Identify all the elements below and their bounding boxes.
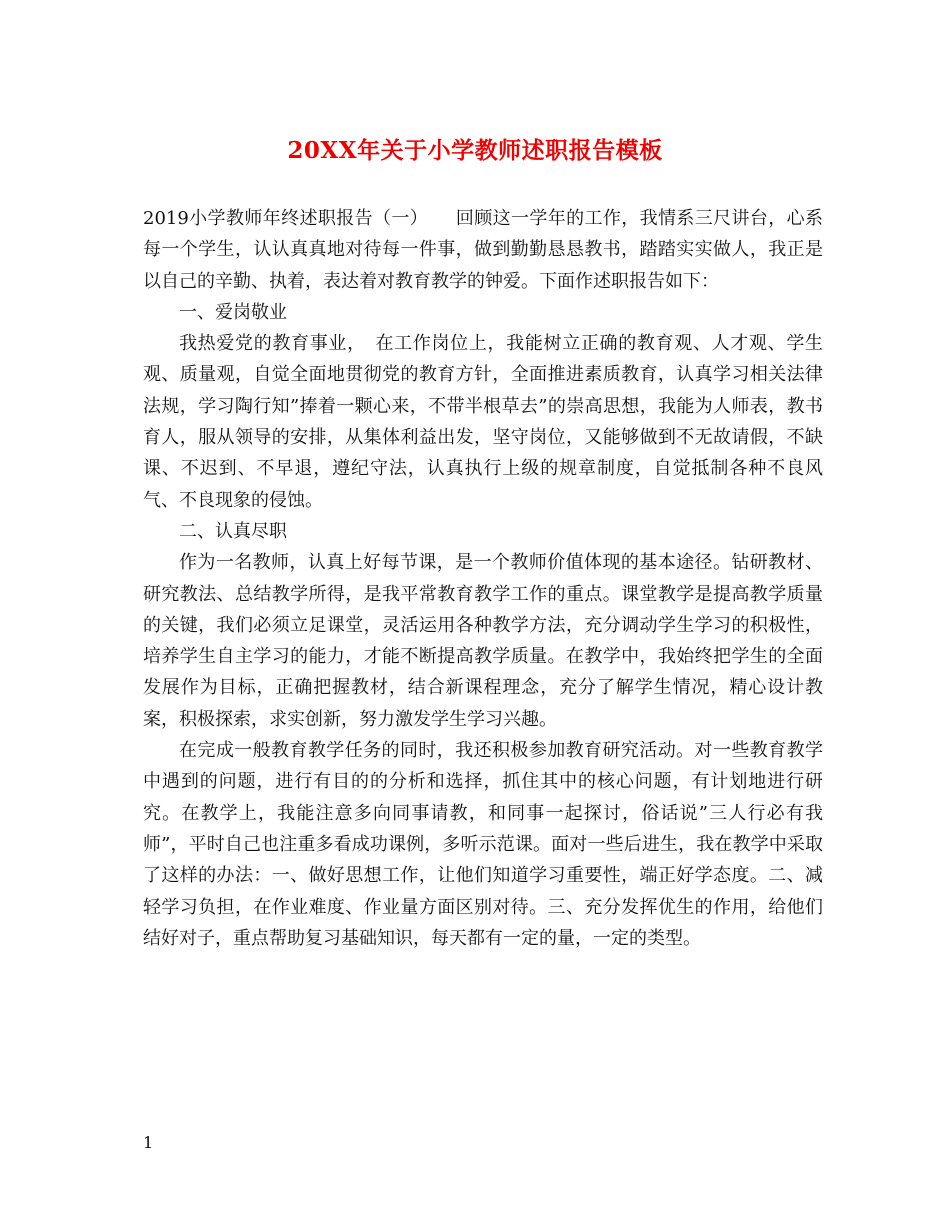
- section-heading-1: 一、爱岗敬业: [179, 301, 287, 323]
- page-number: 1: [143, 1133, 154, 1152]
- body-paragraph: 在完成一般教育教学任务的同时，我还积极参加教育研究活动。对一些教育教学中遇到的问题，进行有目的的分析和选择，抓住其中的核心问题，有计划地进行研究。在教学上，我能注意多向同事请教，和同事一起探讨，俗话说”三人行必有我师”，平时自己也注重多看成功课例，多听示范课。面对一些后进生，我在教学中采取了这样的办法：一、做好思想工作，让他们知道学习重要性，端正好学态度。二、减轻学习负担，在作业难度、作业量方面区别对待。三、充分发挥优生的作用，给他们结好对子，重点帮助复习基础知识，每天都有一定的量，一定的类型。: [143, 740, 823, 949]
- intro-paragraph: 2019小学教师年终述职报告（一） 回顾这一学年的工作，我情系三尺讲台，心系每一个学生，认认真真地对待每一件事，做到勤勤恳恳教书，踏踏实实做人，我正是以自己的辛勤、执着，表达着对教育教学的钟爱。下面作述职报告如下：: [143, 208, 823, 292]
- body-paragraph: 作为一名教师，认真上好每节课，是一个教师价值体现的基本途径。钻研教材、研究教法、总结教学所得，是我平常教育教学工作的重点。课堂教学是提高教学质量的关键，我们必须立足课堂，灵活运用各种教学方法，充分调动学生学习的积极性，培养学生自主学习的能力，才能不断提高教学质量。在教学中，我始终把学生的全面发展作为目标，正确把握教材，结合新课程理念，充分了解学生情况，精心设计教案，积极探索，求实创新，努力激发学生学习兴趣。: [143, 552, 823, 730]
- document-title: 20XX年关于小学教师述职报告模板: [287, 137, 663, 164]
- section-heading-2: 二、认真尽职: [179, 520, 287, 542]
- body-paragraph: 我热爱党的教育事业， 在工作岗位上，我能树立正确的教育观、人才观、学生观、质量观，自觉全面地贯彻党的教育方针，全面推进素质教育，认真学习相关法律法规，学习陶行知”捧着一颗心来，不带半根草去”的崇高思想，我能为人师表，教书育人，服从领导的安排，从集体利益出发，坚守岗位，又能够做到不无故请假，不缺课、不迟到、不早退，遵纪守法，认真执行上级的规章制度，自觉抵制各种不良风气、不良现象的侵蚀。: [143, 333, 823, 511]
- document-body: [143, 203, 823, 954]
